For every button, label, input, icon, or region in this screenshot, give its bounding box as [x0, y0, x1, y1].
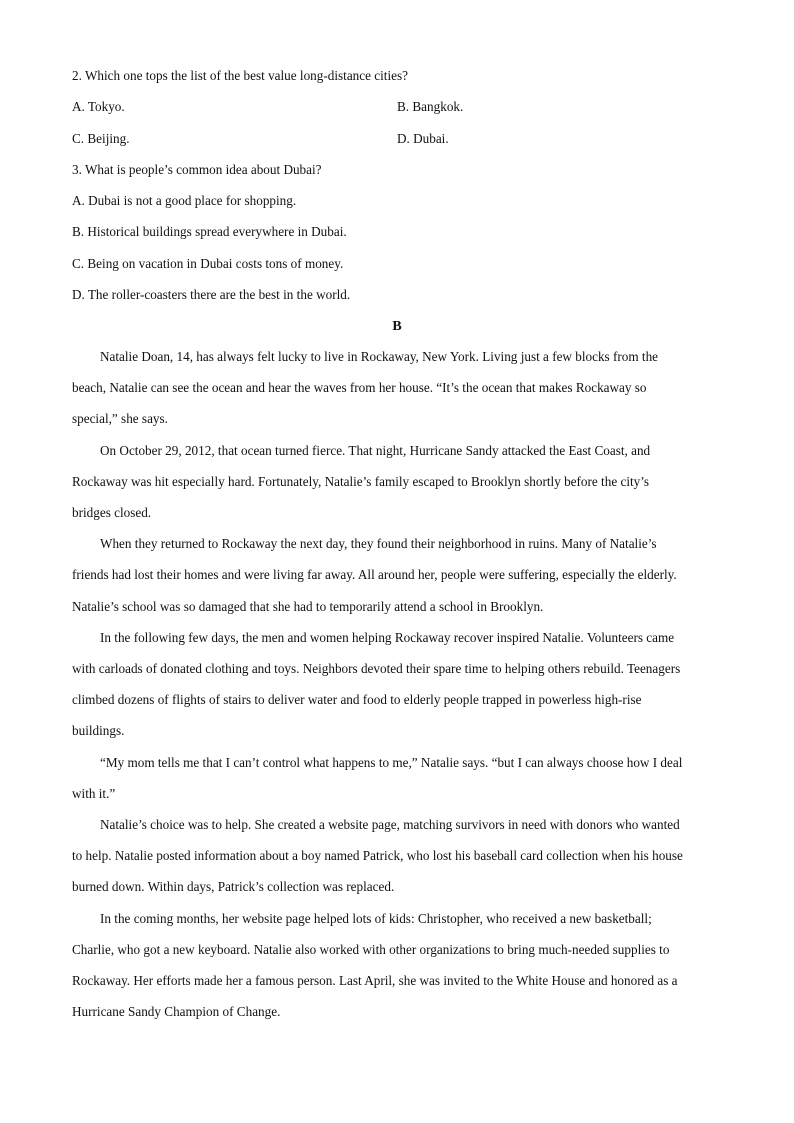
question-2-stem: 2. Which one tops the list of the best value long-distance cities?: [72, 68, 408, 83]
question-2-option-a: A. Tokyo.: [72, 99, 125, 114]
passage-line: In the coming months, her website page helped lots of kids: Christopher, who received a new basketball;: [100, 911, 652, 926]
passage-line: On October 29, 2012, that ocean turned fierce. That night, Hurricane Sandy attacked the East Coast, and: [100, 443, 651, 458]
passage-line: with carloads of donated clothing and toys. Neighbors devoted their spare time to helping others rebuild. Teenagers: [72, 661, 681, 676]
question-3-option-d: D. The roller-coasters there are the best in the world.: [72, 287, 351, 302]
passage-line: to help. Natalie posted information about a boy named Patrick, who lost his baseball card collection when his house: [72, 848, 683, 863]
passage-line: Natalie Doan, 14, has always felt lucky to live in Rockaway, New York. Living just a few blocks from the: [100, 349, 659, 364]
question-2-option-c: C. Beijing.: [72, 131, 130, 146]
passage-line: In the following few days, the men and women helping Rockaway recover inspired Natalie. Volunteers came: [100, 630, 675, 645]
passage-line: Charlie, who got a new keyboard. Natalie also worked with other organizations to bring much-needed supplies to: [72, 942, 670, 957]
passage-line: Natalie’s choice was to help. She created a website page, matching survivors in need with donors who wanted: [100, 817, 680, 832]
question-2-option-d: D. Dubai.: [397, 131, 449, 146]
passage-line: Hurricane Sandy Champion of Change.: [72, 1004, 281, 1019]
passage-line: Natalie’s school was so damaged that she had to temporarily attend a school in Brooklyn.: [72, 599, 544, 614]
passage-line: burned down. Within days, Patrick’s collection was replaced.: [72, 879, 395, 894]
passage-line: beach, Natalie can see the ocean and hear the waves from her house. “It’s the ocean that makes Rockaway so: [72, 380, 647, 395]
passage-line: Rockaway. Her efforts made her a famous person. Last April, she was invited to the White House and honored as a: [72, 973, 678, 988]
passage-line: climbed dozens of flights of stairs to deliver water and food to elderly people trapped in powerless high-rise: [72, 692, 642, 707]
question-3-option-b: B. Historical buildings spread everywhere in Dubai.: [72, 224, 347, 239]
question-3-option-c: C. Being on vacation in Dubai costs tons of money.: [72, 256, 344, 271]
question-3-option-a: A. Dubai is not a good place for shopping.: [72, 193, 297, 208]
passage-line: friends had lost their homes and were living far away. All around her, people were suffering, especially the elderly.: [72, 567, 677, 582]
passage-line: “My mom tells me that I can’t control what happens to me,” Natalie says. “but I can always choose how I deal: [100, 755, 683, 770]
question-2-option-b: B. Bangkok.: [397, 99, 464, 114]
passage-line: Rockaway was hit especially hard. Fortunately, Natalie’s family escaped to Brooklyn shortly before the city’s: [72, 474, 650, 489]
passage-line: When they returned to Rockaway the next day, they found their neighborhood in ruins. Many of Natalie’s: [100, 536, 657, 551]
passage-line: bridges closed.: [72, 505, 152, 520]
passage-heading: B: [392, 319, 402, 334]
passage-line: special,” she says.: [72, 411, 168, 426]
question-3-stem: 3. What is people’s common idea about Dubai?: [72, 162, 322, 177]
passage-line: buildings.: [72, 723, 125, 738]
passage-line: with it.”: [72, 786, 116, 801]
